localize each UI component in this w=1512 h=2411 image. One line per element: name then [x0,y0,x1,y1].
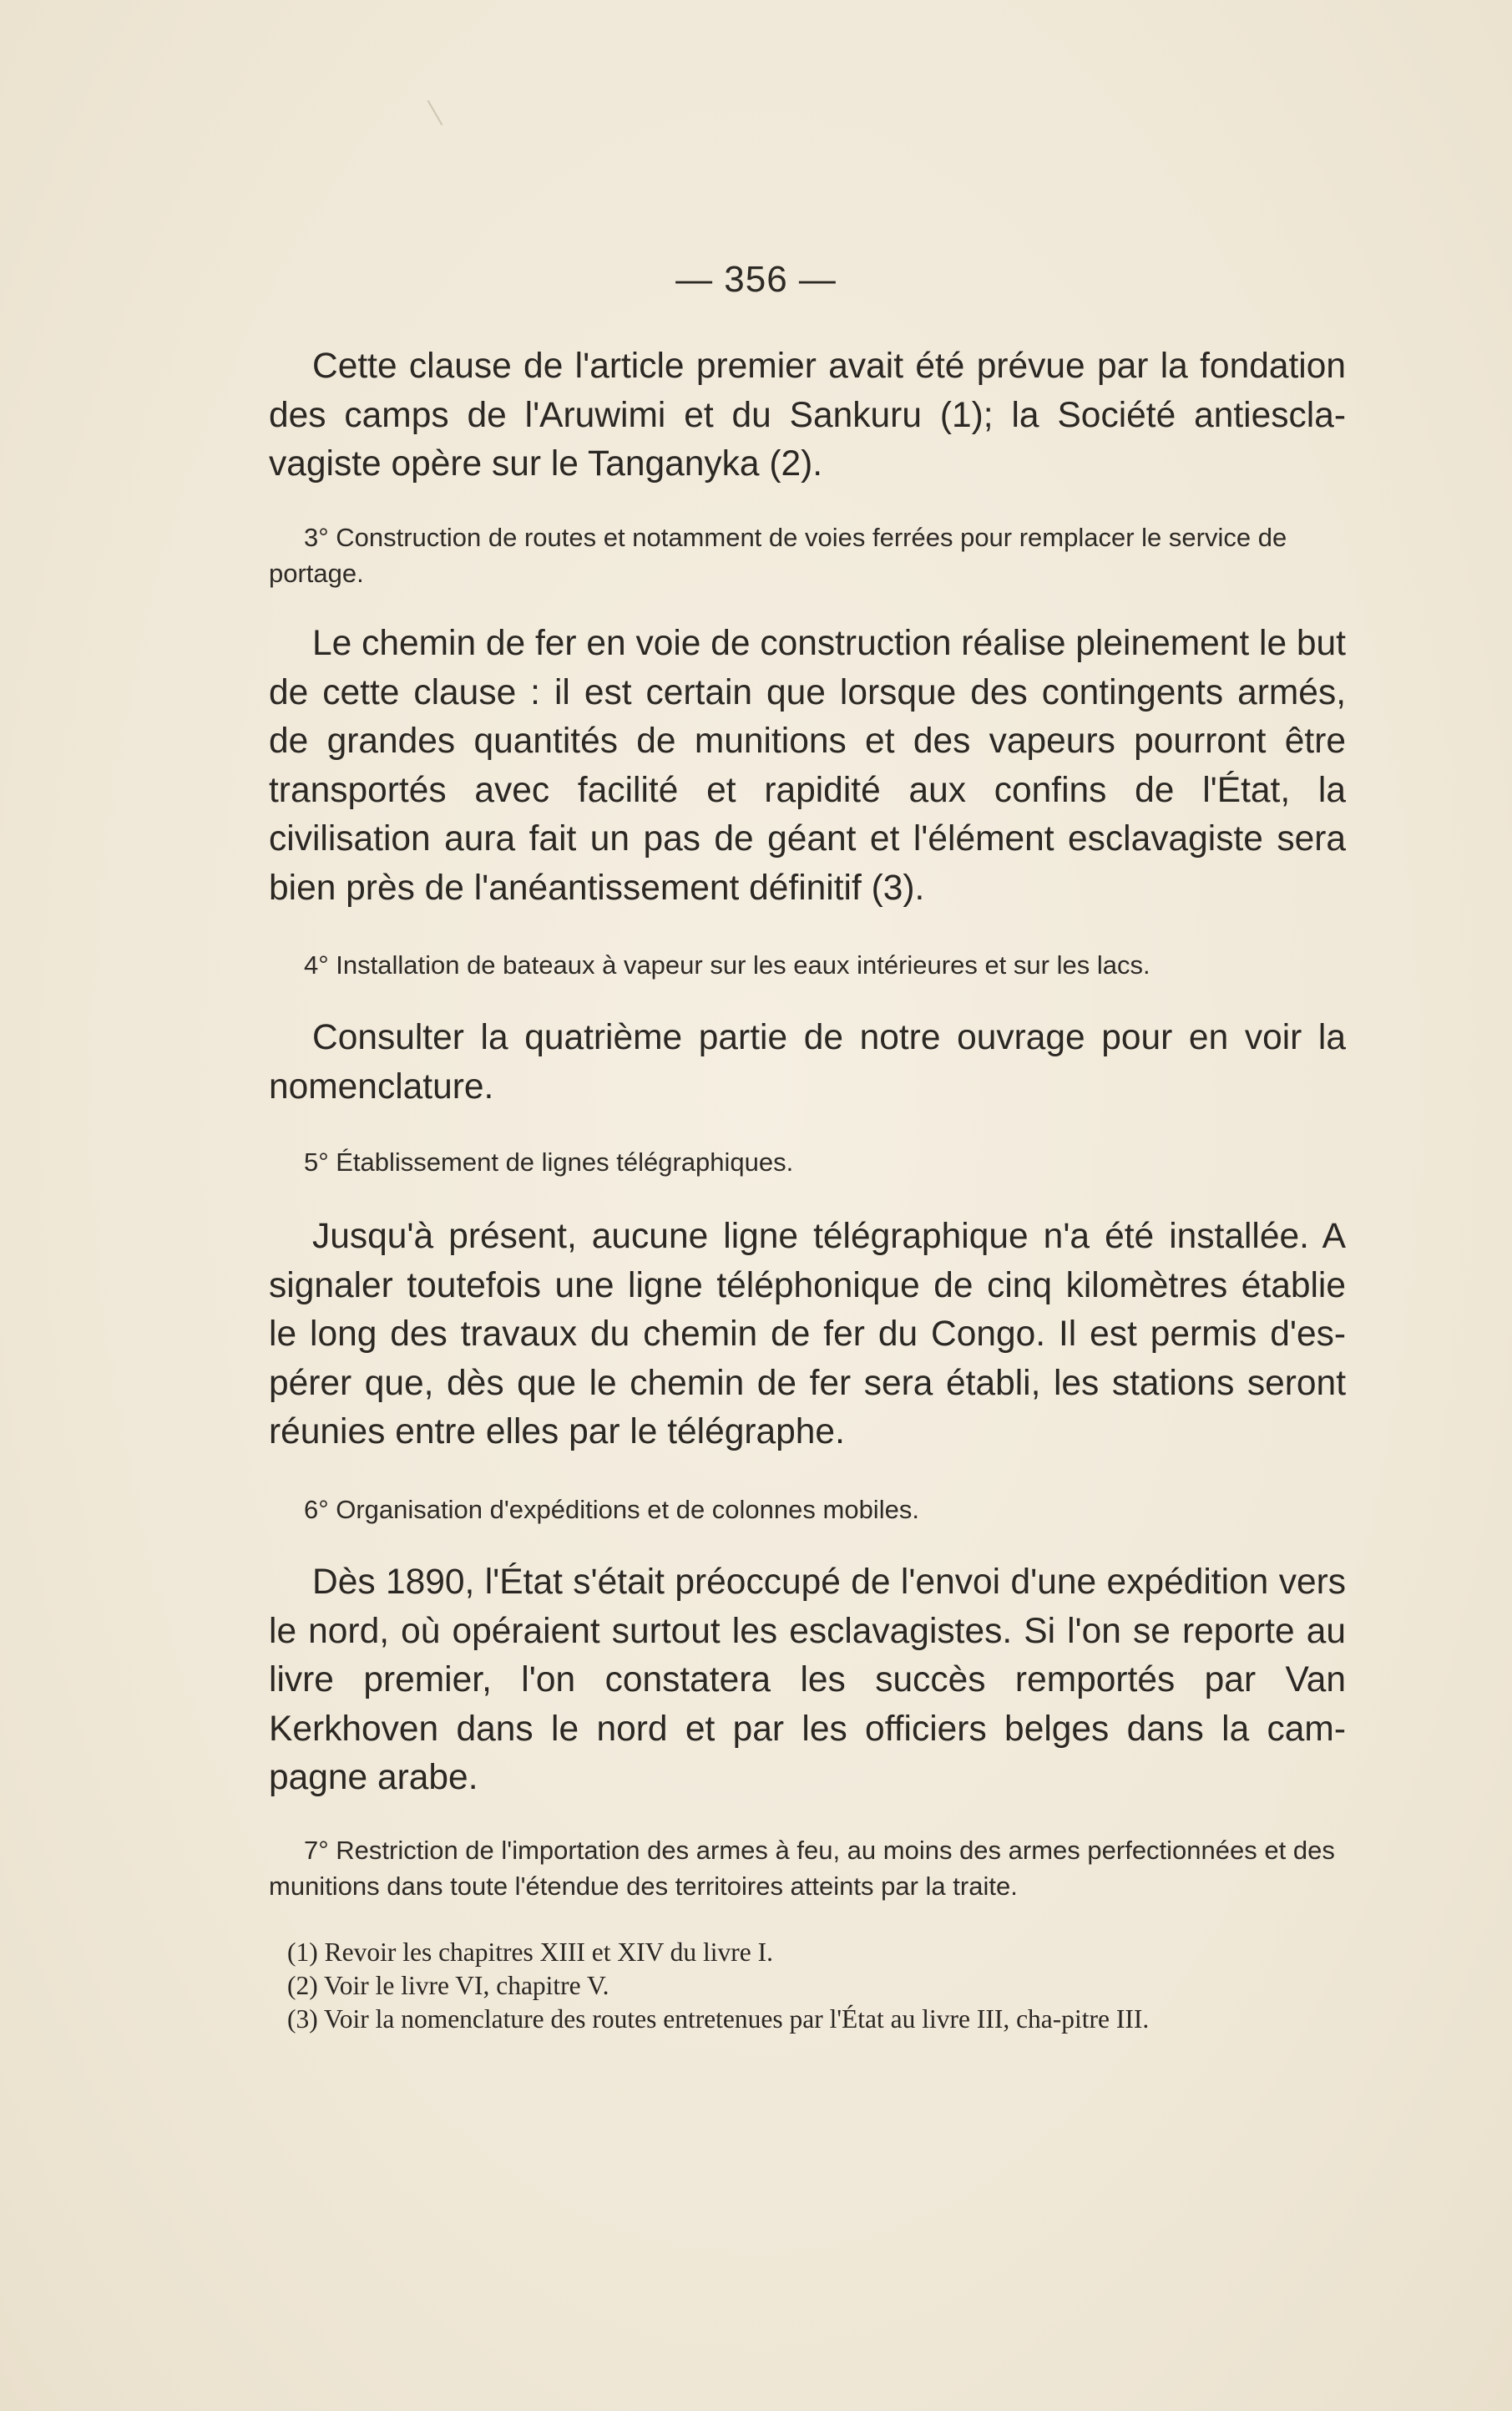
item-heading-7: 7° Restriction de l'importation des armes à feu, au moins des armes perfectionnées et des munitions dans toute l'étendue des territoires atteints par la traite. [269,1836,1335,1901]
paragraph-clause-intro [269,342,1346,489]
body-paragraph: Cette clause de l'article premier avait été prévue par la fondation des camps de l'Aruwimi et du Sankuru (1); la Société antiescla-vagiste opère sur le Tanganyka (2). [269,347,1346,484]
item-3-block [269,519,1346,591]
item-heading-5: 5° Établissement de lignes télégraphiques. [304,1147,794,1177]
footnote-1: (1) Revoir les chapitres XIII et XIV du livre I. [287,1937,773,1967]
paragraph-railway [269,620,1346,913]
item-5-block [269,1144,1346,1180]
paragraph-telegraph [269,1213,1346,1457]
page-number: — 356 — [675,259,837,300]
item-7-block [269,1832,1346,1904]
item-4-block [269,947,1346,983]
item-heading-6: 6° Organisation d'expéditions et de colonnes mobiles. [304,1495,919,1524]
body-paragraph: Consulter la quatrième partie de notre ouvrage pour en voir la nomenclature. [269,1018,1346,1107]
footnote-3: (3) Voir la nomenclature des routes entretenues par l'État au livre III, cha-pitre III. [287,2004,1150,2034]
body-paragraph: Dès 1890, l'État s'était préoccupé de l'envoi d'une expédition vers le nord, où opéraient surtout les esclavagistes. Si l'on se reporte au livre premier, l'on constatera les succès remportés par Van Kerkhoven dans le nord et par les officiers belges dans la cam-pagne arabe. [269,1563,1346,1797]
body-paragraph: Jusqu'à présent, aucune ligne télégraphique n'a été installée. A signaler toutefois une ligne téléphonique de cinq kilomètres établie le long des travaux du chemin de fer du Congo. Il est permis d'es-pérer que, dès que le chemin de fer sera établi, les stations seront réunies entre elles par le télégraphe. [269,1217,1346,1451]
paragraph-nomenclature [269,1014,1346,1112]
item-heading-3: 3° Construction de routes et notamment de voies ferrées pour remplacer le service de portage. [269,523,1287,588]
paragraph-expeditions [269,1558,1346,1803]
footnote-2: (2) Voir le livre VI, chapitre V. [287,1971,609,2000]
stray-mark [427,100,443,125]
item-6-block [269,1492,1346,1527]
body-paragraph: Le chemin de fer en voie de construction réalise pleinement le but de cette clause : il est certain que lorsque des contingents armés, de grandes quantités de munitions et des vapeurs pourront être transportés avec facilité et rapidité aux confins de l'État, la civilisation aura fait un pas de géant et l'élément esclavagiste sera bien près de l'anéantissement définitif (3). [269,624,1346,908]
item-heading-4: 4° Installation de bateaux à vapeur sur les eaux intérieures et sur les lacs. [304,950,1150,980]
footnotes [264,1936,1346,2036]
